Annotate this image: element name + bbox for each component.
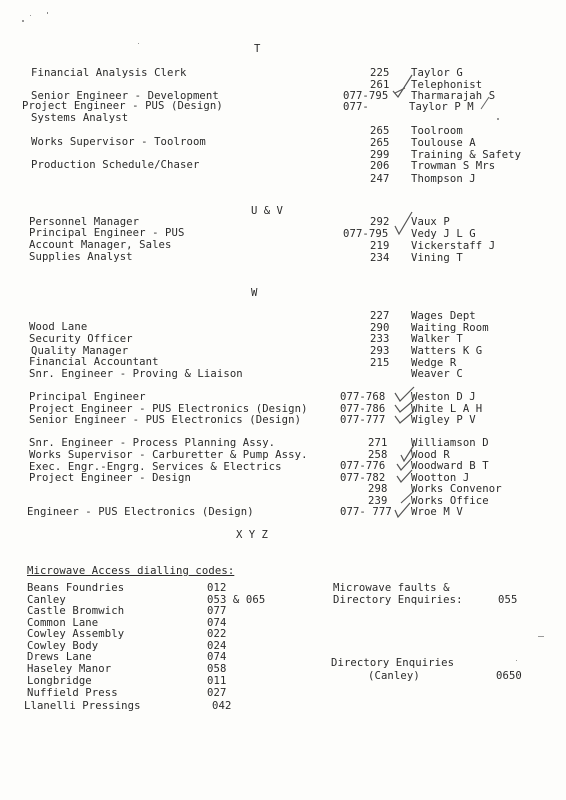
entry-ext: 265	[370, 137, 390, 149]
entry-ext: 225	[370, 67, 390, 79]
entry-name: Vedy J L G	[411, 228, 476, 240]
entry-ext: 239	[368, 495, 388, 507]
entry-ext: 077- 777	[340, 506, 392, 518]
entry-role: Security Officer	[29, 333, 133, 345]
entry-name: Wedge R	[411, 357, 457, 369]
paper-speck	[138, 43, 139, 44]
entry-role: Works Supervisor - Carburetter & Pump Assy.	[29, 449, 308, 461]
entry-role: Personnel Manager	[29, 216, 140, 228]
section-heading-uv: U & V	[251, 205, 283, 217]
tick-mark-icon	[394, 501, 412, 519]
entry-role: Financial Analysis Clerk	[31, 67, 187, 79]
entry-name: Wood R	[411, 449, 450, 461]
site-code: 074	[207, 651, 227, 663]
entry-name: Wootton J	[411, 472, 470, 484]
faults-code: 055	[498, 594, 518, 606]
site-code: 074	[207, 617, 227, 629]
site-name: Common Lane	[27, 617, 99, 629]
entry-role: Engineer - PUS Electronics (Design)	[27, 506, 254, 518]
entry-role: Principal Engineer - PUS	[29, 227, 185, 239]
site-code: 077	[207, 605, 227, 617]
paper-speck	[497, 118, 499, 120]
entry-role: Principal Engineer	[29, 391, 146, 403]
entry-name: Woodward B T	[411, 460, 489, 472]
entry-ext: 077-786	[340, 403, 386, 415]
entry-ext: 292	[370, 216, 390, 228]
entry-name: Trowman S Mrs	[411, 160, 496, 172]
site-code: 042	[212, 700, 232, 712]
site-code: 012	[207, 582, 227, 594]
tick-mark-icon	[394, 409, 416, 425]
site-code: 058	[207, 663, 227, 675]
microwave-title: Microwave Access dialling codes:	[27, 565, 235, 577]
entry-ext: 298	[368, 483, 388, 495]
site-name: Beans Foundries	[27, 582, 125, 594]
entry-ext: 219	[370, 240, 390, 252]
site-code: 053 & 065	[207, 594, 266, 606]
site-name: Canley	[27, 594, 66, 606]
paper-speck	[47, 12, 48, 14]
entry-name: Works Convenor	[411, 483, 502, 495]
entry-role: Systems Analyst	[31, 112, 129, 124]
entry-ext: 265	[370, 125, 390, 137]
site-code: 011	[207, 675, 227, 687]
site-name: Llanelli Pressings	[24, 700, 141, 712]
site-code: 027	[207, 687, 227, 699]
site-code: 022	[207, 628, 227, 640]
site-name: Haseley Manor	[27, 663, 112, 675]
entry-name: Vickerstaff J	[411, 240, 496, 252]
entry-role: Production Schedule/Chaser	[31, 159, 200, 171]
entry-role: Snr. Engineer - Proving & Liaison	[29, 368, 243, 380]
site-name: Castle Bromwich	[27, 605, 125, 617]
entry-ext: 077-	[343, 101, 369, 113]
entry-name: Taylor G	[411, 67, 463, 79]
entry-name: Telephonist	[411, 79, 483, 91]
entry-name: Works Office	[411, 495, 489, 507]
entry-ext: 077-782	[340, 472, 386, 484]
entry-name: White L A H	[411, 403, 483, 415]
entry-ext: 227	[370, 310, 390, 322]
entry-name: Wages Dept	[411, 310, 476, 322]
entry-name: Williamson D	[411, 437, 489, 449]
entry-name: Vining T	[411, 252, 463, 264]
section-heading-w: W	[251, 287, 258, 299]
section-heading-t: T	[254, 43, 261, 55]
entry-role: Project Engineer - Design	[29, 472, 191, 484]
site-name: Nuffield Press	[27, 687, 118, 699]
entry-role: Account Manager, Sales	[29, 239, 172, 251]
entry-role: Quality Manager	[31, 345, 129, 357]
entry-role: Project Engineer - PUS (Design)	[22, 100, 223, 112]
entry-name: Walker T	[411, 333, 463, 345]
entry-name: Toulouse A	[411, 137, 476, 149]
entry-role: Works Supervisor - Toolroom	[31, 136, 206, 148]
entry-name: Wroe M V	[411, 506, 463, 518]
entry-name: Taylor P M	[409, 101, 474, 113]
entry-name: Tharmarajah S	[411, 90, 496, 102]
entry-ext: 293	[370, 345, 390, 357]
paper-mark	[538, 636, 544, 637]
entry-role: Supplies Analyst	[29, 251, 133, 263]
section-heading-xyz: X Y Z	[236, 529, 268, 541]
entry-role: Wood Lane	[29, 321, 88, 333]
paper-speck	[516, 660, 517, 661]
entry-role: Project Engineer - PUS Electronics (Design)	[29, 403, 308, 415]
entry-role: Exec. Engr.-Engrg. Services & Electrics	[29, 461, 282, 473]
tick-mark-icon	[396, 468, 414, 484]
tick-mark-icon	[394, 87, 406, 95]
site-name: Cowley Assembly	[27, 628, 125, 640]
site-code: 024	[207, 640, 227, 652]
entry-ext: 215	[370, 357, 390, 369]
entry-ext: 077-776	[340, 460, 386, 472]
entry-ext: 077-777	[340, 414, 386, 426]
entry-ext: 290	[370, 322, 390, 334]
faults-label-line2: Directory Enquiries:	[333, 594, 463, 606]
directory-label-line2: (Canley)	[368, 670, 420, 682]
entry-name: Waiting Room	[411, 322, 489, 334]
entry-role: Snr. Engineer - Process Planning Assy.	[29, 437, 276, 449]
entry-ext: 077-768	[340, 391, 386, 403]
entry-name: Training & Safety	[411, 149, 522, 161]
paper-speck	[22, 20, 24, 22]
entry-name: Thompson J	[411, 173, 476, 185]
entry-name: Weaver C	[411, 368, 463, 380]
entry-ext: 077-795	[343, 228, 389, 240]
entry-name: Vaux P	[411, 216, 450, 228]
directory-code: 0650	[496, 670, 522, 682]
entry-ext: 233	[370, 333, 390, 345]
entry-ext: 299	[370, 149, 390, 161]
entry-ext: 247	[370, 173, 390, 185]
tick-mark-icon	[394, 210, 414, 236]
site-name: Drews Lane	[27, 651, 92, 663]
entry-name: Wigley P V	[411, 414, 476, 426]
entry-name: Watters K G	[411, 345, 483, 357]
entry-ext: 261	[370, 79, 390, 91]
tick-mark-icon	[392, 73, 414, 99]
entry-role: Financial Accountant	[29, 356, 159, 368]
entry-ext: 206	[370, 160, 390, 172]
entry-name: Toolroom	[411, 125, 463, 137]
entry-ext: 234	[370, 252, 390, 264]
site-name: Longbridge	[27, 675, 92, 687]
entry-ext: 271	[368, 437, 388, 449]
entry-name: Weston D J	[411, 391, 476, 403]
entry-role: Senior Engineer - Development	[31, 90, 219, 102]
tick-mark-icon	[480, 96, 490, 110]
entry-ext: 077-795	[343, 90, 389, 102]
entry-role: Senior Engineer - PUS Electronics (Design)	[29, 414, 302, 426]
faults-label-line1: Microwave faults &	[333, 582, 450, 594]
directory-label-line1: Directory Enquiries	[331, 657, 455, 669]
entry-ext: 258	[368, 449, 388, 461]
paper-speck	[30, 15, 31, 16]
site-name: Cowley Body	[27, 640, 99, 652]
